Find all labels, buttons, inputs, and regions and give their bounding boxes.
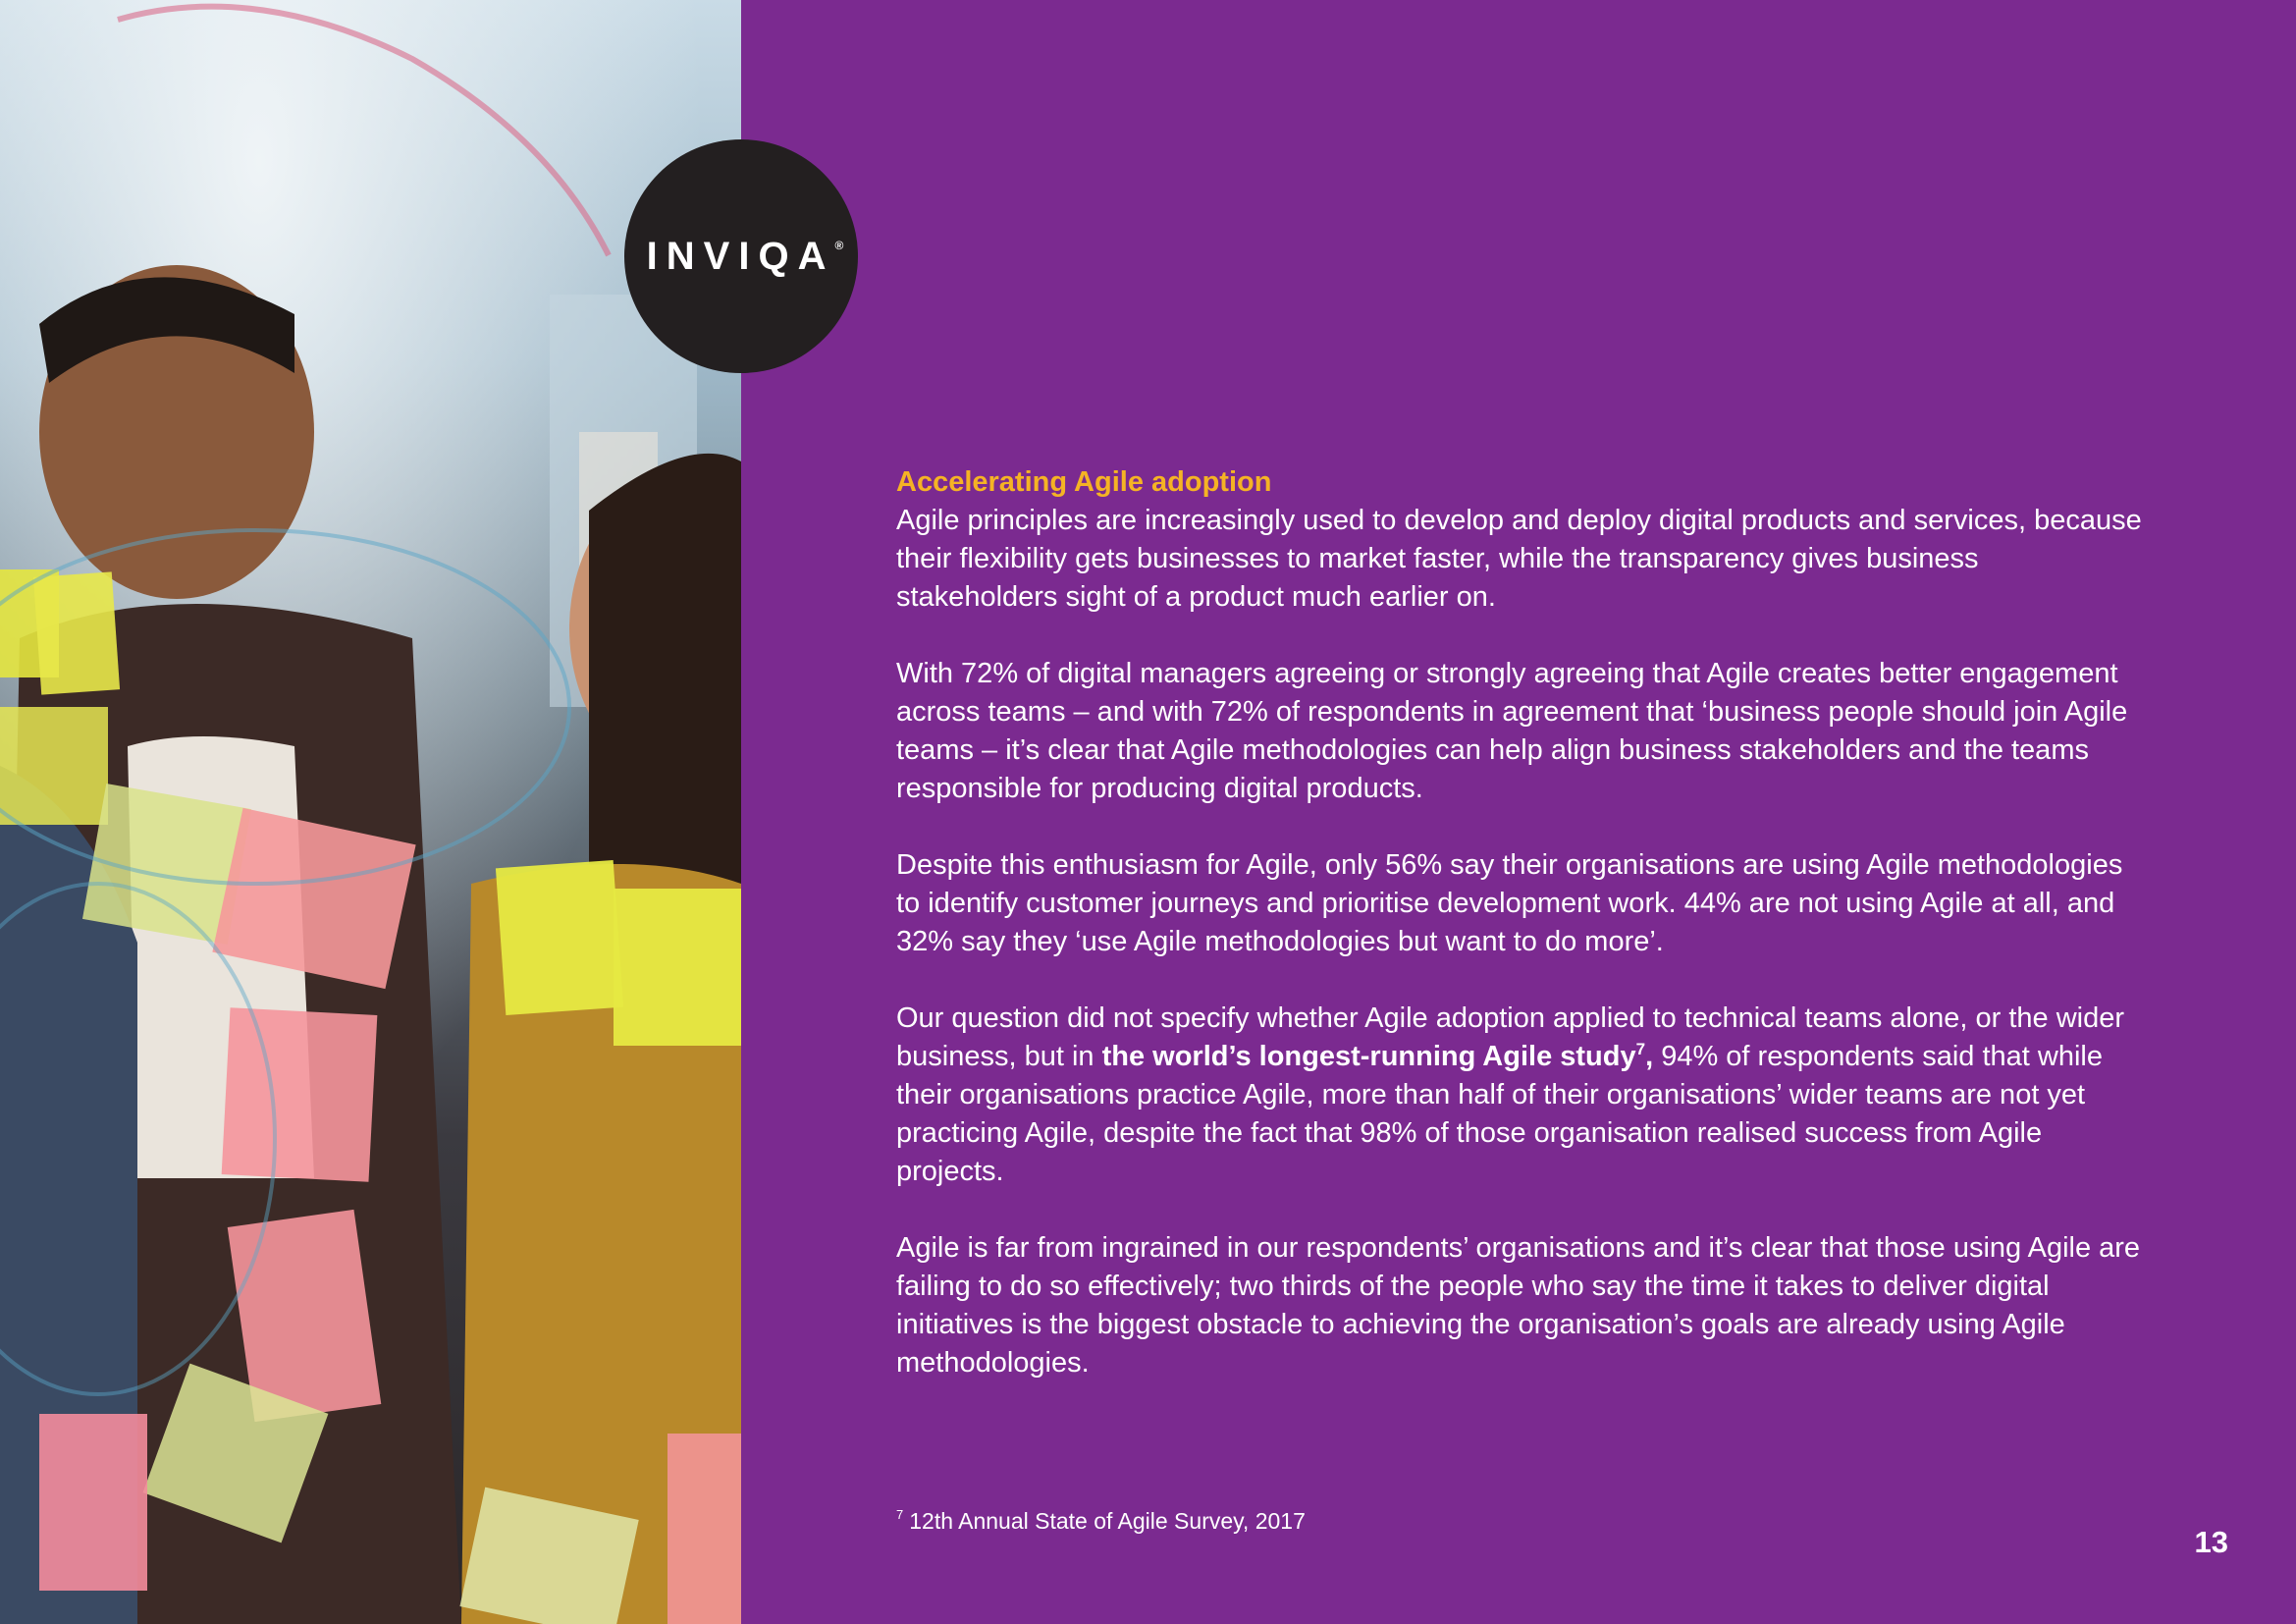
- paragraph-2: With 72% of digital managers agreeing or strongly agreeing that Agile creates better engagement across teams – and with 72% of respondents in agreement that ‘business people should join Agile teams – it’s clear that Agile methodologies can help align business stakeholders and the teams responsible for producing digital products.: [896, 658, 2128, 804]
- paragraph-1: Agile principles are increasingly used to develop and deploy digital products and services, because their flexibility gets businesses to market faster, while the transparency gives business stakeholders sight of a product much earlier on.: [896, 505, 2142, 613]
- paragraph-3: Despite this enthusiasm for Agile, only 56% say their organisations are using Agile methodologies to identify customer journeys and prioritise development work. 44% are not using Agile at all, and 32% say they ‘use Agile methodologies but want to do more’.: [896, 849, 2123, 957]
- paragraph-4-end: 94% of respondents said that while their organisations practice Agile, more than half of their organisations’ wider teams are not yet practicing Agile, despite the fact that 98% of those organisation realised success from Agile projects.: [896, 1041, 2103, 1187]
- article-body: [896, 463, 2143, 1421]
- footnote-reference: 7: [1635, 1040, 1646, 1058]
- paragraph-5: Agile is far from ingrained in our respondents’ organisations and it’s clear that those using Agile are failing to do so effectively; two thirds of the people who say the time it takes to deliver digital initiatives is the biggest obstacle to achieving the organisation’s goals are already using Agile methodologies.: [896, 1232, 2141, 1379]
- agile-study-reference-text: the world’s longest-running Agile study: [1101, 1041, 1636, 1072]
- footnote-marker: 7: [896, 1507, 904, 1522]
- agile-study-comma: ,: [1645, 1041, 1654, 1072]
- inviqa-logo: [624, 139, 858, 373]
- footnote: [896, 1500, 1306, 1536]
- logo-wordmark: [647, 235, 844, 279]
- logo-text: INVIQA: [646, 234, 835, 278]
- page-number: 13: [2194, 1525, 2228, 1559]
- footnote-text: 12th Annual State of Agile Survey, 2017: [909, 1508, 1306, 1534]
- logo-registered-mark: ®: [834, 238, 844, 252]
- section-heading: Accelerating Agile adoption: [896, 466, 1272, 498]
- paragraph-4: [896, 1000, 2143, 1191]
- paragraph-4-start: Our question did not specify whether Agile adoption applied to technical teams alone, or the wider business, but in: [896, 1002, 2124, 1072]
- agile-study-reference: [1102, 1041, 1654, 1072]
